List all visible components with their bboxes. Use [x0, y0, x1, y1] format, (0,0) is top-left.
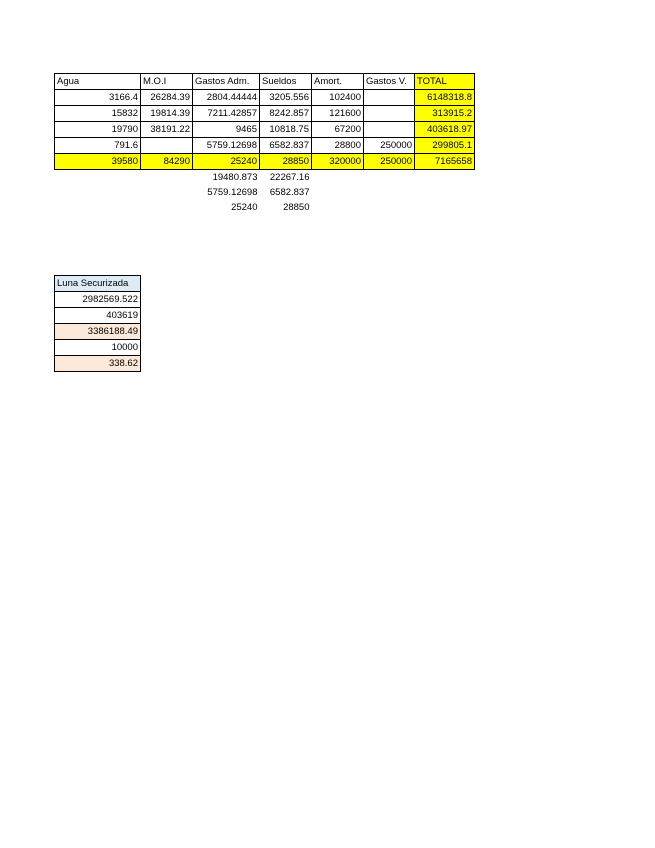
table-cell[interactable]: 250000	[364, 138, 415, 154]
header-cell-total[interactable]: TOTAL	[415, 74, 475, 90]
extra-cell[interactable]: 22267.16	[269, 172, 310, 183]
empty-cell[interactable]	[55, 170, 141, 186]
totals-cell-sueldos[interactable]: 28850	[260, 154, 312, 170]
table-cell[interactable]: 8242.857	[260, 106, 312, 122]
header-row	[55, 74, 475, 90]
luna-row	[55, 340, 141, 356]
luna-value-cell[interactable]: 403619	[55, 308, 141, 324]
luna-value-cell[interactable]: 338.62	[55, 356, 141, 372]
luna-row	[55, 308, 141, 324]
table-cell[interactable]: 67200	[312, 122, 364, 138]
table-cell[interactable]: 5759.12698	[193, 138, 260, 154]
luna-header-cell[interactable]: Luna Securizada	[55, 276, 141, 292]
luna-row	[55, 356, 141, 372]
table-cell[interactable]	[141, 138, 193, 154]
header-cell-gastos-v[interactable]: Gastos V.	[364, 74, 415, 90]
empty-cell[interactable]	[312, 200, 364, 215]
table-cell[interactable]: 2804.44444	[193, 90, 260, 106]
table-cell[interactable]: 15832	[55, 106, 141, 122]
header-cell-amort[interactable]: Amort.	[312, 74, 364, 90]
totals-cell-gastos-v[interactable]: 250000	[364, 154, 415, 170]
total-cell[interactable]: 6148318.8	[415, 90, 475, 106]
table-cell[interactable]: 6582.837	[260, 138, 312, 154]
extra-cell[interactable]: 5759.12698	[207, 187, 258, 198]
table-cell[interactable]: 102400	[312, 90, 364, 106]
totals-cell-amort[interactable]: 320000	[312, 154, 364, 170]
table-row	[55, 122, 475, 138]
total-cell[interactable]: 313915.2	[415, 106, 475, 122]
extra-row	[55, 170, 475, 186]
empty-cell[interactable]	[55, 185, 141, 200]
totals-cell-total[interactable]: 7165658	[415, 154, 475, 170]
empty-cell[interactable]	[141, 170, 193, 186]
luna-value-cell[interactable]: 10000	[55, 340, 141, 356]
empty-cell[interactable]	[364, 185, 415, 200]
table-cell[interactable]: 38191.22	[141, 122, 193, 138]
table-cell[interactable]: 3166.4	[55, 90, 141, 106]
header-cell-gastos-adm[interactable]: Gastos Adm.	[193, 74, 260, 90]
extra-row	[55, 200, 475, 215]
table-cell[interactable]	[364, 90, 415, 106]
empty-cell[interactable]	[55, 200, 141, 215]
empty-cell[interactable]	[415, 170, 475, 186]
luna-securizada-table	[54, 275, 141, 372]
extra-cell[interactable]: 28850	[283, 202, 310, 213]
totals-cell-gastos-adm[interactable]: 25240	[193, 154, 260, 170]
table-cell[interactable]: 10818.75	[260, 122, 312, 138]
totals-row	[55, 154, 475, 170]
table-cell[interactable]: 121600	[312, 106, 364, 122]
table-cell[interactable]: 19814.39	[141, 106, 193, 122]
total-cell[interactable]: 299805.1	[415, 138, 475, 154]
luna-row	[55, 324, 141, 340]
table-row	[55, 90, 475, 106]
extra-cell[interactable]: 6582.837	[269, 187, 310, 198]
empty-cell[interactable]	[312, 185, 364, 200]
totals-cell-moi[interactable]: 84290	[141, 154, 193, 170]
empty-cell[interactable]	[415, 200, 475, 215]
totals-cell-agua[interactable]: 39580	[55, 154, 141, 170]
table-cell[interactable]: 3205.556	[260, 90, 312, 106]
empty-cell[interactable]	[312, 170, 364, 186]
table-cell[interactable]: 19790	[55, 122, 141, 138]
luna-header-row	[55, 276, 141, 292]
table-cell[interactable]	[364, 122, 415, 138]
table-cell[interactable]: 28800	[312, 138, 364, 154]
luna-value-cell[interactable]: 2982569.522	[55, 292, 141, 308]
table-row	[55, 106, 475, 122]
extra-cell[interactable]: 25240	[231, 202, 258, 213]
table-row	[55, 138, 475, 154]
table-cell[interactable]: 26284.39	[141, 90, 193, 106]
luna-value-cell[interactable]: 3386188.49	[55, 324, 141, 340]
empty-cell[interactable]	[141, 185, 193, 200]
header-cell-moi[interactable]: M.O.I	[141, 74, 193, 90]
header-cell-sueldos[interactable]: Sueldos	[260, 74, 312, 90]
luna-row	[55, 292, 141, 308]
extra-row	[55, 185, 475, 200]
header-cell-agua[interactable]: Agua	[55, 74, 141, 90]
extra-cell[interactable]: 19480.873	[212, 172, 258, 183]
empty-cell[interactable]	[364, 200, 415, 215]
costs-table	[54, 73, 475, 215]
table-cell[interactable]: 7211.42857	[193, 106, 260, 122]
empty-cell[interactable]	[415, 185, 475, 200]
table-cell[interactable]	[364, 106, 415, 122]
total-cell[interactable]: 403618.97	[415, 122, 475, 138]
empty-cell[interactable]	[141, 200, 193, 215]
empty-cell[interactable]	[364, 170, 415, 186]
table-cell[interactable]: 791.6	[55, 138, 141, 154]
table-cell[interactable]: 9465	[193, 122, 260, 138]
